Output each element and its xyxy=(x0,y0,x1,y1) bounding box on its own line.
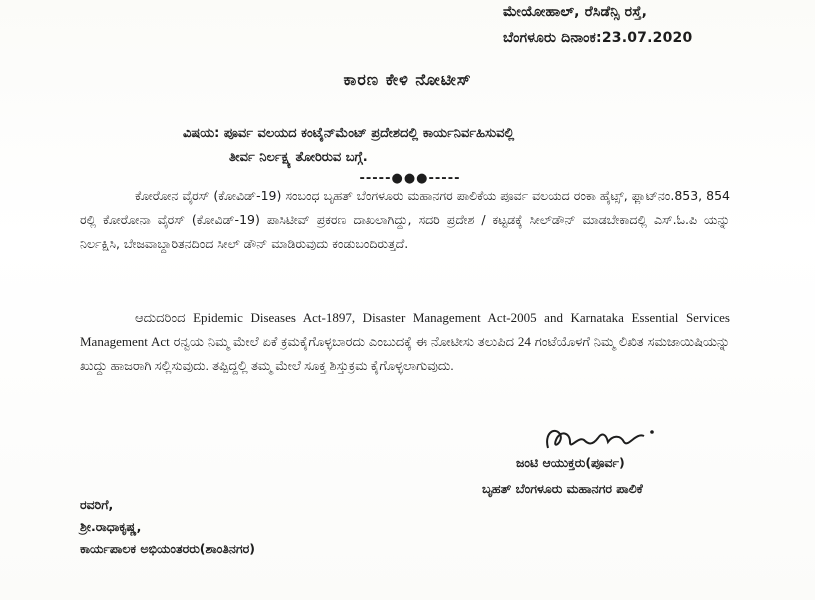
notice-title: ಕಾರಣ ಕೇಳಿ ನೋಟೀಸ್ xyxy=(343,70,472,89)
signatory-designation: ಜಂಟಿ ಆಯುಕ್ತರು(ಪೂರ್ವ) xyxy=(516,455,625,470)
address-line-1: ಮೇಯೋಹಾಲ್, ರೆಸಿಡೆನ್ಸಿ ರಸ್ತೆ, xyxy=(503,4,648,20)
recipient-to: ರವರಿಗೆ, xyxy=(80,497,114,512)
body-paragraph-2 xyxy=(80,306,730,378)
signatory-block xyxy=(482,450,742,502)
subject-line-1: ವಿಷಯ: ಪೂರ್ವ ವಲಯದ ಕಂಟೈನ್‌ಮೆಂಟ್ ಪ್ರದೇಶದಲ್ಲಿ ಕಾರ್ಯನಿರ್ವಹಿಸುವಲ್ಲಿ xyxy=(183,126,515,141)
paragraph-2-text: ಆದುದರಿಂದ Epidemic Diseases Act-1897, Disaster Management Act-2005 and Karnataka Essential Services Management Act ರನ್ವಯ ನಿಮ್ಮ ಮೇಲೆ ಏಕೆ ಕ್ರಮಕೈಗೊಳ್ಳಬಾರದು ಎಂಬುದಕ್ಕೆ ಈ ನೋಟೀಸು ತಲುಪಿದ 24 ಗಂಟೆಯೊಳಗೆ ನಿಮ್ಮ ಲಿಖಿತ ಸಮಜಾಯಿಷಿಯನ್ನು ಖುದ್ದು ಹಾಜರಾಗಿ ಸಲ್ಲಿಸುವುದು. ತಪ್ಪಿದ್ದಲ್ಲಿ ತಮ್ಮ ಮೇಲೆ ಸೂಕ್ತ ಶಿಸ್ತುಕ್ರಮ ಕೈಗೊಳ್ಳಲಾಗುವುದು. xyxy=(80,310,730,373)
address-line-2-date: ಬೆಂಗಳೂರು ದಿನಾಂಕ:23.07.2020 xyxy=(503,30,693,46)
recipient-block xyxy=(80,494,480,560)
recipient-name: ಶ್ರೀ.ರಾಧಾಕೃಷ್ಣ, xyxy=(80,519,142,534)
signatory-office: ಬೃಹತ್ ಬೆಂಗಳೂರು ಮಹಾನಗರ ಪಾಲಿಕೆ xyxy=(482,481,643,496)
paragraph-1-text: ಕೋರೋನ ವೈರಸ್ (ಕೋವಿಡ್-19) ಸಂಬಂಧ ಬೃಹತ್ ಬೆಂಗಳೂರು ಮಹಾನಗರ ಪಾಲಿಕೆಯ ಪೂರ್ವ ವಲಯದ ರಂಕಾ ಹೈಟ್ಸ್, ಫ್ಲಾಟ್‌ನಂ.853, 854 ರಲ್ಲಿ ಕೋರೋನಾ ವೈರಸ್ (ಕೋವಿಡ್-19) ಪಾಸಿಟೀವ್ ಪ್ರಕರಣ ದಾಖಲಾಗಿದ್ದು, ಸದರಿ ಪ್ರದೇಶ / ಕಟ್ಟಡಕ್ಕೆ ಸೀಲ್‌ಡೌನ್ ಮಾಡಬೇಕಾದಲ್ಲಿ ಎಸ್.ಓ.ಪಿ ಯನ್ನು ನಿರ್ಲಕ್ಷಿಸಿ, ಬೇಜವಾಬ್ದಾರಿತನದಿಂದ ಸೀಲ್ ಡೌನ್ ಮಾಡಿರುವುದು ಕಂಡುಬಂದಿರುತ್ತದೆ. xyxy=(80,188,730,251)
body-paragraph-1 xyxy=(80,184,730,256)
paragraph-indent xyxy=(80,310,135,325)
recipient-role: ಕಾರ್ಯಪಾಲಕ ಅಭಿಯಂತರರು(ಶಾಂತಿನಗರ) xyxy=(80,541,255,556)
subject-line-2: ತೀರ್ವ ನಿರ್ಲಕ್ಷ್ಯ ತೋರಿರುವ ಬಗ್ಗೆ. xyxy=(229,150,368,165)
paragraph-indent xyxy=(80,188,135,203)
subject-block xyxy=(183,122,743,170)
section-separator: -----●●●----- xyxy=(359,171,461,186)
